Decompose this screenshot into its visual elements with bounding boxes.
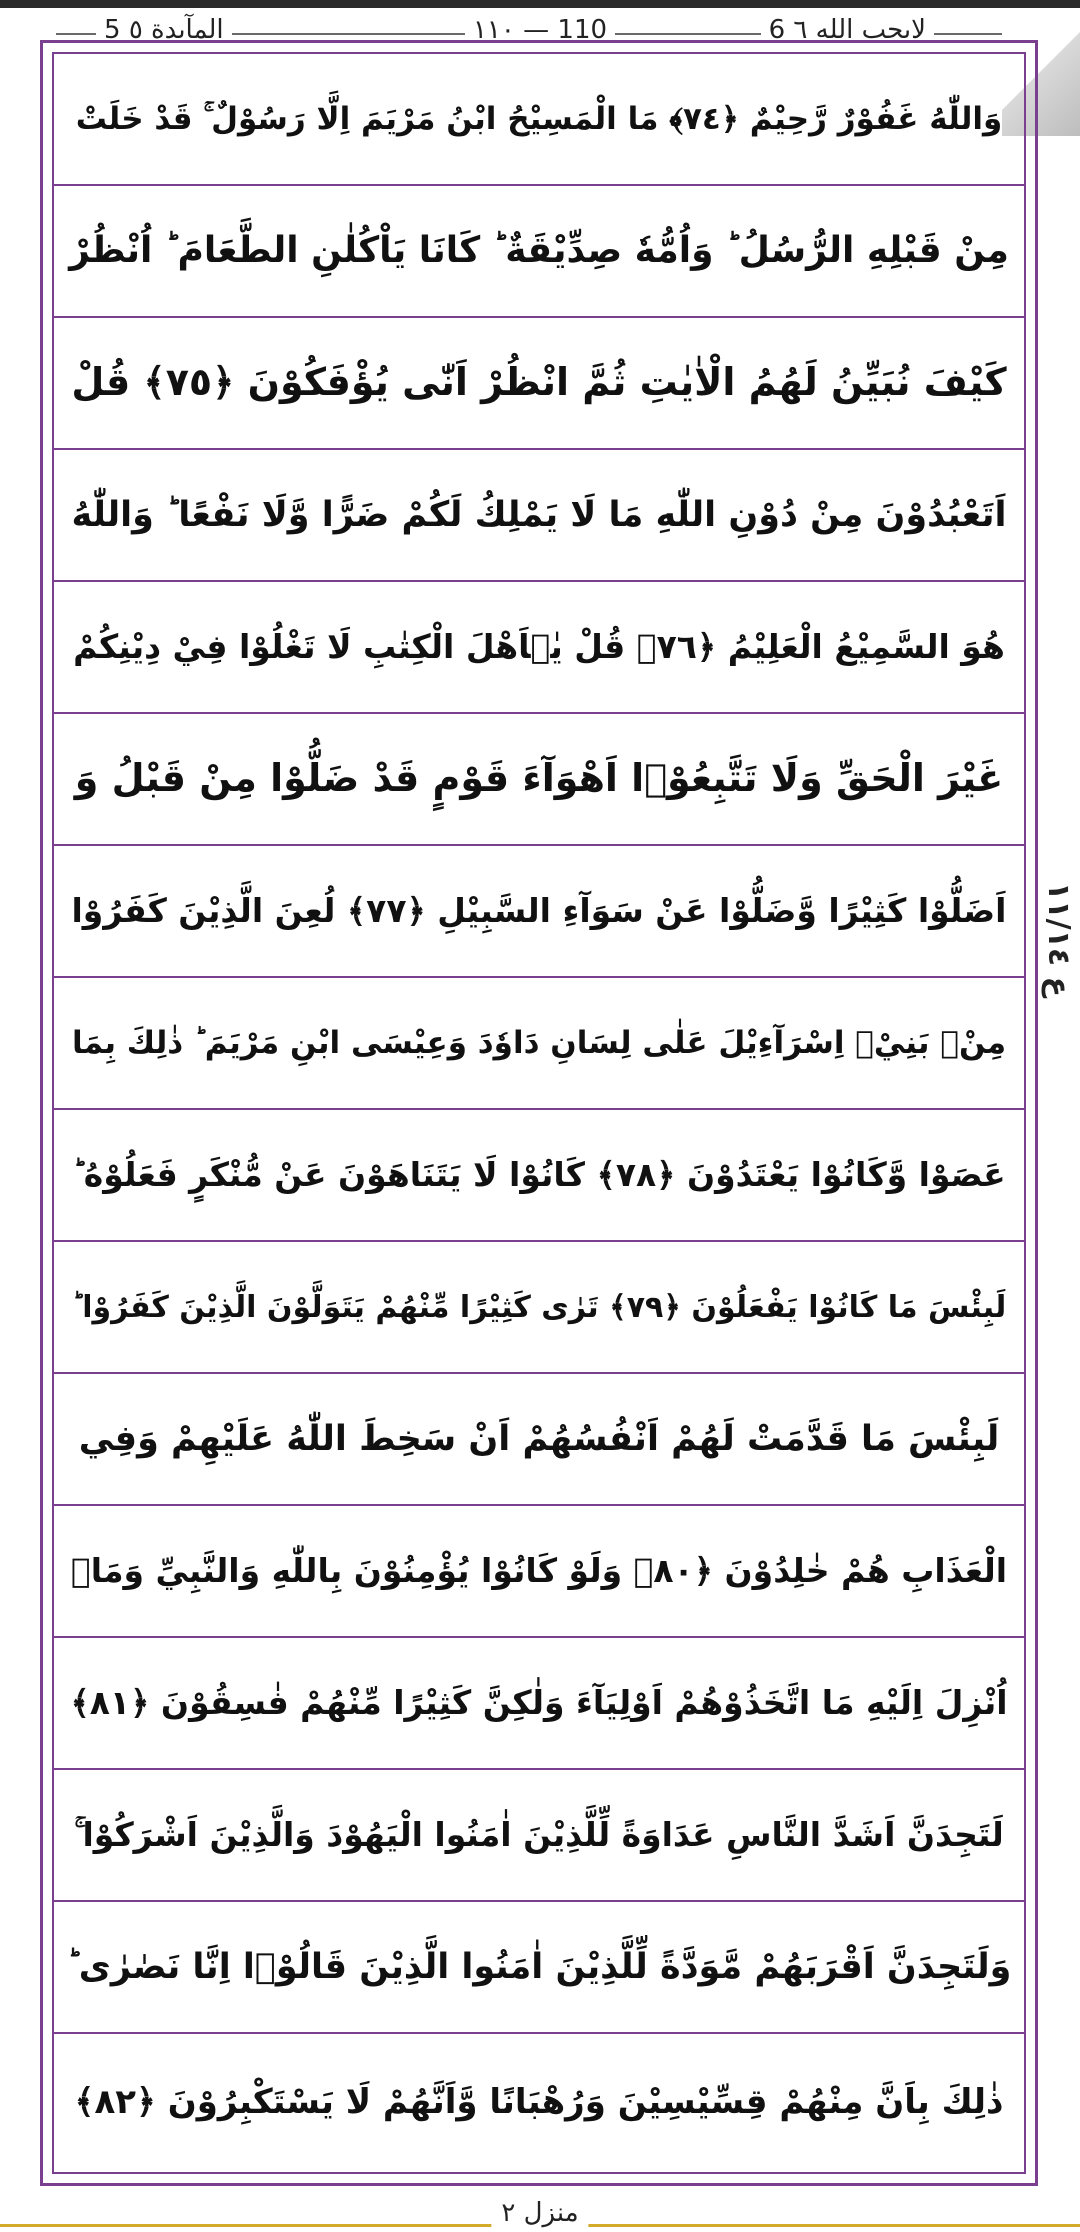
line-text: اُنْزِلَ اِلَيْهِ مَا اتَّخَذُوْهُمْ اَوْلِيَآءَ وَلٰكِنَّ كَثِيْرًا مِّنْهُمْ فٰسِقُوْنَ ﴿٨١﴾ xyxy=(70,1682,1008,1722)
page-number: ١١٠ — 110 xyxy=(465,10,615,50)
text-line xyxy=(54,846,1024,978)
line-text: هُوَ السَّمِيْعُ الْعَلِيْمُ ﴿٧٦﴾ قُلْ يٰۤاَهْلَ الْكِتٰبِ لَا تَغْلُوْا فِيْ دِيْنِكُمْ xyxy=(73,626,1005,666)
surah-label: 5 المآيدة ٥ xyxy=(96,10,232,50)
quran-text-area[interactable] xyxy=(52,52,1026,2174)
text-line xyxy=(54,186,1024,318)
ruku-marker: ع ١١/١٤ xyxy=(1041,882,1076,998)
text-line xyxy=(54,450,1024,582)
line-text: لَبِئْسَ مَا قَدَّمَتْ لَهُمْ اَنْفُسُهُمْ اَنْ سَخِطَ اللّٰهُ عَلَيْهِمْ وَفِي xyxy=(78,1418,1000,1459)
juz-label: 6 لايحب الله ٦ xyxy=(761,10,934,50)
line-text: ذٰلِكَ بِاَنَّ مِنْهُمْ قِسِّيْسِيْنَ وَرُهْبَانًا وَّاَنَّهُمْ لَا يَسْتَكْبِرُوْنَ ﴿٨٢﴾ xyxy=(74,2082,1004,2123)
line-text: عَصَوْا وَّكَانُوْا يَعْتَدُوْنَ ﴿٧٨﴾ كَانُوْا لَا يَتَنَاهَوْنَ عَنْ مُّنْكَرٍ فَعَلُوْهُ ؕ xyxy=(72,1154,1006,1194)
text-line xyxy=(54,1902,1024,2034)
text-line xyxy=(54,1374,1024,1506)
text-line xyxy=(54,1242,1024,1374)
text-line xyxy=(54,714,1024,846)
line-text: غَيْرَ الْحَقِّ وَلَا تَتَّبِعُوْۤا اَهْوَآءَ قَوْمٍ قَدْ ضَلُّوْا مِنْ قَبْلُ وَ xyxy=(74,756,1004,801)
manzil-label: منزل ٢ xyxy=(491,2196,588,2230)
line-text: لَبِئْسَ مَا كَانُوْا يَفْعَلُوْنَ ﴿٧٩﴾ تَرٰى كَثِيْرًا مِّنْهُمْ يَتَوَلَّوْنَ الَّذِيْنَ كَفَرُوْا ؕ xyxy=(71,1289,1007,1325)
line-text: وَلَتَجِدَنَّ اَقْرَبَهُمْ مَّوَدَّةً لِّلَّذِيْنَ اٰمَنُوا الَّذِيْنَ قَالُوْۤا اِنَّا نَصٰرٰى ؕ xyxy=(66,1946,1012,1987)
text-line xyxy=(54,2034,1024,2172)
page-footer xyxy=(0,2196,1080,2232)
text-line xyxy=(54,582,1024,714)
line-text: اَضَلُّوْا كَثِيْرًا وَّضَلُّوْا عَنْ سَوَآءِ السَّبِيْلِ ﴿٧٧﴾ لُعِنَ الَّذِيْنَ كَفَرُوْا xyxy=(71,890,1007,930)
text-line xyxy=(54,1638,1024,1770)
text-line xyxy=(54,1506,1024,1638)
line-text: وَاللّٰهُ غَفُوْرٌ رَّحِيْمٌ ﴿٧٤﴾ مَا الْمَسِيْحُ ابْنُ مَرْيَمَ اِلَّا رَسُوْلٌ ۚ قَدْ خَلَتْ xyxy=(75,100,1003,137)
line-text: مِنْ قَبْلِهِ الرُّسُلُ ؕ وَاُمُّهٗ صِدِّيْقَةٌ ؕ كَانَا يَاْكُلٰنِ الطَّعَامَ ؕ اُنْظُرْ xyxy=(69,230,1009,272)
text-line xyxy=(54,1770,1024,1902)
line-text: مِنْۢ بَنِيْۤ اِسْرَآءِيْلَ عَلٰى لِسَانِ دَاوٗدَ وَعِيْسَى ابْنِ مَرْيَمَ ؕ ذٰلِكَ بِمَا xyxy=(71,1024,1007,1061)
text-line xyxy=(54,54,1024,186)
text-line xyxy=(54,1110,1024,1242)
line-text: اَتَعْبُدُوْنَ مِنْ دُوْنِ اللّٰهِ مَا لَا يَمْلِكُ لَكُمْ ضَرًّا وَّلَا نَفْعًا ؕ وَاللّٰهُ xyxy=(71,494,1007,535)
line-text: الْعَذَابِ هُمْ خٰلِدُوْنَ ﴿٨٠﴾ وَلَوْ كَانُوْا يُؤْمِنُوْنَ بِاللّٰهِ وَالنَّبِيِّ وَمَاۤ xyxy=(70,1550,1008,1590)
line-text: لَتَجِدَنَّ اَشَدَّ النَّاسِ عَدَاوَةً لِّلَّذِيْنَ اٰمَنُوا الْيَهُوْدَ وَالَّذِيْنَ اَشْرَكُوْا ۚ xyxy=(74,1814,1004,1854)
text-line xyxy=(54,318,1024,450)
status-bar xyxy=(0,0,1080,8)
line-text: كَيْفَ نُبَيِّنُ لَهُمُ الْاٰيٰتِ ثُمَّ انْظُرْ اَنّٰى يُؤْفَكُوْنَ ﴿٧٥﴾ قُلْ xyxy=(71,360,1007,405)
text-line xyxy=(54,978,1024,1110)
